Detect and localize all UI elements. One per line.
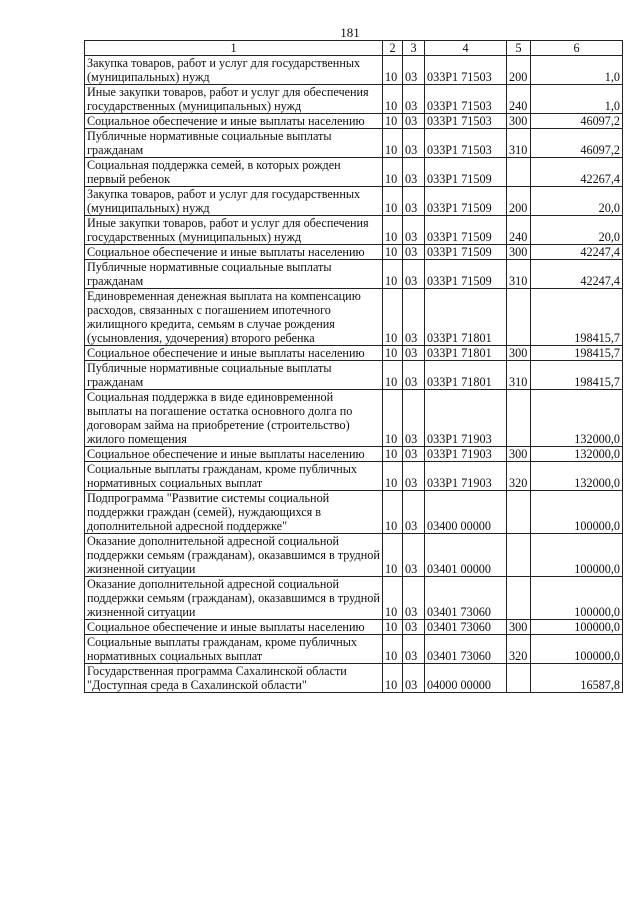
row-name: Социальное обеспечение и иные выплаты населению (85, 346, 383, 361)
row-target-code: 033Р1 71509 (425, 260, 507, 289)
table-row (85, 577, 623, 620)
row-section: 10 (383, 390, 403, 447)
row-subsection: 03 (403, 114, 425, 129)
row-expense-type: 200 (507, 56, 531, 85)
table-row (85, 346, 623, 361)
row-name: Иные закупки товаров, работ и услуг для обеспечения государственных (муниципальных) нужд (85, 216, 383, 245)
row-expense-type (507, 577, 531, 620)
row-name: Закупка товаров, работ и услуг для государственных (муниципальных) нужд (85, 187, 383, 216)
row-target-code: 033Р1 71503 (425, 85, 507, 114)
row-expense-type: 310 (507, 129, 531, 158)
row-amount: 42247,4 (531, 245, 623, 260)
row-name: Публичные нормативные социальные выплаты гражданам (85, 129, 383, 158)
header-row (85, 41, 623, 56)
row-section: 10 (383, 56, 403, 85)
table-row (85, 129, 623, 158)
row-expense-type: 200 (507, 187, 531, 216)
table-row (85, 361, 623, 390)
row-amount: 198415,7 (531, 361, 623, 390)
row-subsection: 03 (403, 447, 425, 462)
col-header-section: 2 (383, 41, 403, 56)
row-amount: 132000,0 (531, 447, 623, 462)
row-target-code: 033Р1 71801 (425, 361, 507, 390)
table-row (85, 158, 623, 187)
row-target-code: 03401 73060 (425, 577, 507, 620)
row-section: 10 (383, 534, 403, 577)
row-section: 10 (383, 245, 403, 260)
row-amount: 1,0 (531, 56, 623, 85)
row-expense-type (507, 491, 531, 534)
row-subsection: 03 (403, 361, 425, 390)
row-target-code: 033Р1 71801 (425, 289, 507, 346)
table-row (85, 635, 623, 664)
row-section: 10 (383, 289, 403, 346)
row-target-code: 033Р1 71503 (425, 129, 507, 158)
row-section: 10 (383, 462, 403, 491)
row-amount: 100000,0 (531, 534, 623, 577)
row-name: Социальная поддержка семей, в которых рожден первый ребенок (85, 158, 383, 187)
row-section: 10 (383, 577, 403, 620)
row-amount: 1,0 (531, 85, 623, 114)
row-target-code: 033Р1 71503 (425, 114, 507, 129)
row-name: Оказание дополнительной адресной социальной поддержки семьям (гражданам), оказавшимся в трудной жизненной ситуации (85, 534, 383, 577)
row-amount: 20,0 (531, 187, 623, 216)
row-amount: 46097,2 (531, 114, 623, 129)
row-subsection: 03 (403, 577, 425, 620)
row-expense-type (507, 390, 531, 447)
row-name: Социальные выплаты гражданам, кроме публичных нормативных социальных выплат (85, 462, 383, 491)
row-section: 10 (383, 85, 403, 114)
row-subsection: 03 (403, 85, 425, 114)
table-row (85, 187, 623, 216)
row-amount: 20,0 (531, 216, 623, 245)
row-section: 10 (383, 260, 403, 289)
row-subsection: 03 (403, 129, 425, 158)
row-name: Единовременная денежная выплата на компенсацию расходов, связанных с погашением ипотечного жилищного кредита, семьям в случае рождения (усыновления, удочерения) второго ребенка (85, 289, 383, 346)
row-amount: 42267,4 (531, 158, 623, 187)
row-target-code: 033Р1 71903 (425, 447, 507, 462)
row-section: 10 (383, 187, 403, 216)
row-amount: 46097,2 (531, 129, 623, 158)
table-row (85, 664, 623, 693)
row-subsection: 03 (403, 491, 425, 534)
row-amount: 42247,4 (531, 260, 623, 289)
page-number: 181 (340, 25, 360, 40)
row-subsection: 03 (403, 245, 425, 260)
row-expense-type: 240 (507, 216, 531, 245)
row-expense-type: 300 (507, 346, 531, 361)
row-amount: 132000,0 (531, 390, 623, 447)
row-name: Публичные нормативные социальные выплаты гражданам (85, 260, 383, 289)
row-amount: 16587,8 (531, 664, 623, 693)
row-amount: 198415,7 (531, 346, 623, 361)
col-header-expense-type: 5 (507, 41, 531, 56)
row-subsection: 03 (403, 56, 425, 85)
row-expense-type (507, 158, 531, 187)
row-expense-type: 240 (507, 85, 531, 114)
row-name: Социальное обеспечение и иные выплаты населению (85, 114, 383, 129)
row-name: Публичные нормативные социальные выплаты гражданам (85, 361, 383, 390)
table-row (85, 390, 623, 447)
row-subsection: 03 (403, 187, 425, 216)
row-subsection: 03 (403, 216, 425, 245)
table-row (85, 447, 623, 462)
row-amount: 100000,0 (531, 577, 623, 620)
row-target-code: 033Р1 71509 (425, 245, 507, 260)
table-row (85, 620, 623, 635)
row-expense-type: 320 (507, 462, 531, 491)
row-target-code: 03401 00000 (425, 534, 507, 577)
row-name: Социальная поддержка в виде единовременной выплаты на погашение остатка основного долга по договорам займа на приобретение (строительство) жилого помещения (85, 390, 383, 447)
row-subsection: 03 (403, 664, 425, 693)
row-section: 10 (383, 491, 403, 534)
row-subsection: 03 (403, 390, 425, 447)
row-subsection: 03 (403, 158, 425, 187)
row-expense-type: 310 (507, 361, 531, 390)
table-row (85, 56, 623, 85)
row-subsection: 03 (403, 346, 425, 361)
row-expense-type (507, 289, 531, 346)
row-amount: 100000,0 (531, 491, 623, 534)
row-subsection: 03 (403, 620, 425, 635)
row-expense-type: 300 (507, 447, 531, 462)
row-target-code: 03401 73060 (425, 635, 507, 664)
table-row (85, 491, 623, 534)
row-section: 10 (383, 361, 403, 390)
table-row (85, 85, 623, 114)
col-header-subsection: 3 (403, 41, 425, 56)
row-subsection: 03 (403, 260, 425, 289)
row-amount: 100000,0 (531, 635, 623, 664)
row-target-code: 03401 73060 (425, 620, 507, 635)
row-name: Государственная программа Сахалинской области "Доступная среда в Сахалинской области" (85, 664, 383, 693)
col-header-name: 1 (85, 41, 383, 56)
row-amount: 100000,0 (531, 620, 623, 635)
table-row (85, 245, 623, 260)
row-amount: 198415,7 (531, 289, 623, 346)
table-row (85, 114, 623, 129)
row-section: 10 (383, 620, 403, 635)
row-name: Оказание дополнительной адресной социальной поддержки семьям (гражданам), оказавшимся в трудной жизненной ситуации (85, 577, 383, 620)
table-row (85, 289, 623, 346)
row-amount: 132000,0 (531, 462, 623, 491)
row-expense-type (507, 534, 531, 577)
table-row (85, 216, 623, 245)
row-expense-type: 300 (507, 620, 531, 635)
row-expense-type: 300 (507, 245, 531, 260)
row-subsection: 03 (403, 534, 425, 577)
row-subsection: 03 (403, 635, 425, 664)
row-section: 10 (383, 114, 403, 129)
row-name: Закупка товаров, работ и услуг для государственных (муниципальных) нужд (85, 56, 383, 85)
row-expense-type: 320 (507, 635, 531, 664)
row-name: Подпрограмма "Развитие системы социальной поддержки граждан (семей), нуждающихся в дополнительной адресной поддержке" (85, 491, 383, 534)
row-target-code: 033Р1 71801 (425, 346, 507, 361)
row-target-code: 033Р1 71509 (425, 158, 507, 187)
row-target-code: 033Р1 71509 (425, 187, 507, 216)
row-expense-type (507, 664, 531, 693)
row-name: Социальное обеспечение и иные выплаты населению (85, 620, 383, 635)
row-target-code: 033Р1 71503 (425, 56, 507, 85)
col-header-amount: 6 (531, 41, 623, 56)
budget-table (84, 40, 623, 693)
row-target-code: 04000 00000 (425, 664, 507, 693)
row-section: 10 (383, 447, 403, 462)
col-header-target-code: 4 (425, 41, 507, 56)
row-name: Социальное обеспечение и иные выплаты населению (85, 447, 383, 462)
row-target-code: 033Р1 71903 (425, 462, 507, 491)
row-section: 10 (383, 129, 403, 158)
table-row (85, 260, 623, 289)
row-name: Иные закупки товаров, работ и услуг для обеспечения государственных (муниципальных) нужд (85, 85, 383, 114)
row-section: 10 (383, 158, 403, 187)
row-section: 10 (383, 664, 403, 693)
row-target-code: 033Р1 71903 (425, 390, 507, 447)
row-subsection: 03 (403, 462, 425, 491)
row-subsection: 03 (403, 289, 425, 346)
table-row (85, 462, 623, 491)
row-expense-type: 300 (507, 114, 531, 129)
row-expense-type: 310 (507, 260, 531, 289)
table-row (85, 534, 623, 577)
row-section: 10 (383, 635, 403, 664)
row-name: Социальное обеспечение и иные выплаты населению (85, 245, 383, 260)
row-section: 10 (383, 346, 403, 361)
row-name: Социальные выплаты гражданам, кроме публичных нормативных социальных выплат (85, 635, 383, 664)
row-section: 10 (383, 216, 403, 245)
row-target-code: 03400 00000 (425, 491, 507, 534)
row-target-code: 033Р1 71509 (425, 216, 507, 245)
